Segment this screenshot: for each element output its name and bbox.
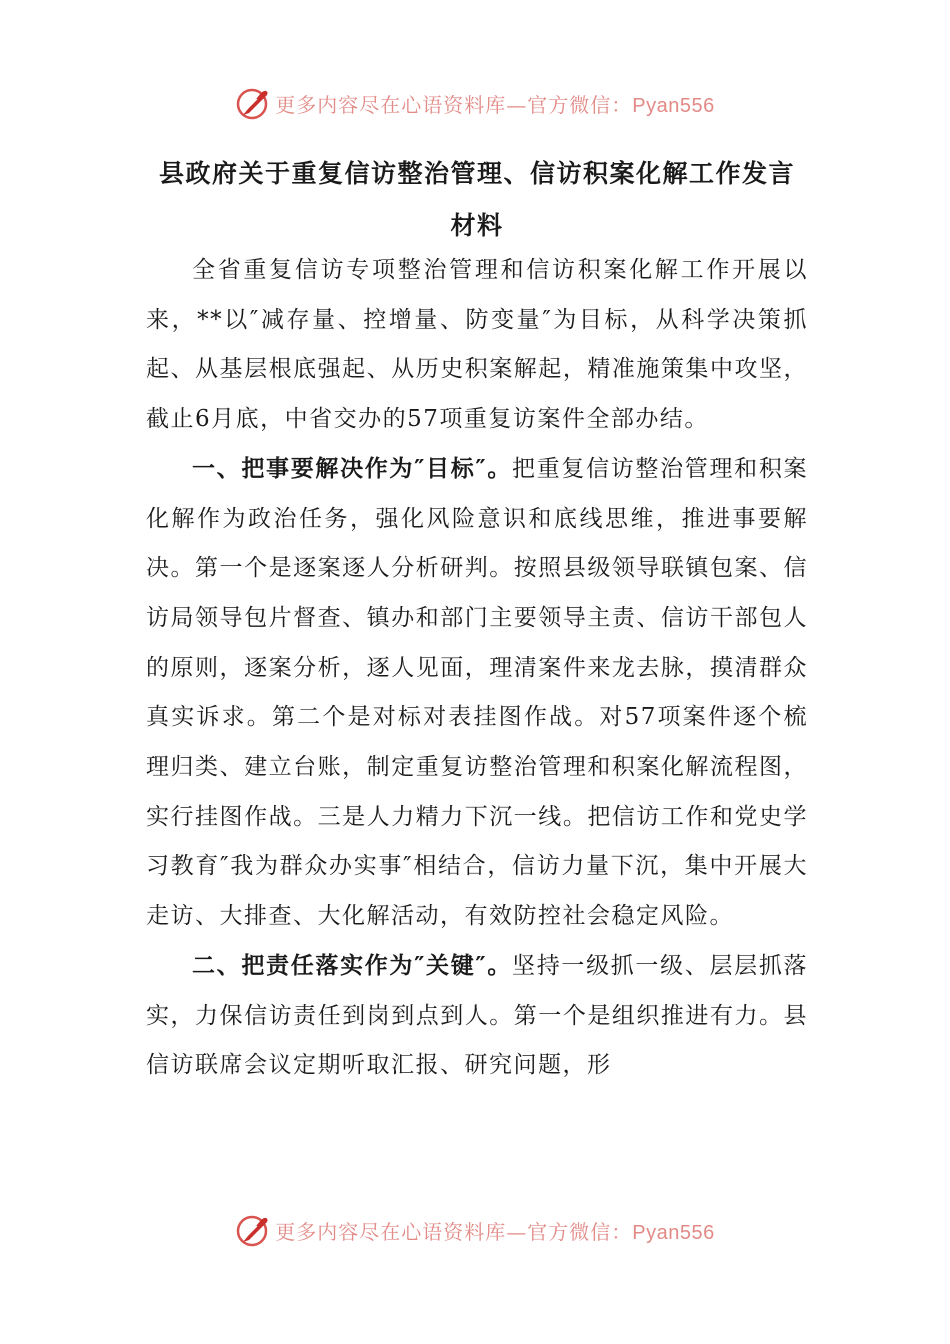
watermark-label: 更多内容尽在心语资料库—官方微信： xyxy=(275,92,633,117)
watermark-label: 更多内容尽在心语资料库—官方微信： xyxy=(275,1219,633,1244)
watermark-text xyxy=(275,89,714,118)
paragraph-section-1 xyxy=(146,445,808,942)
document-body xyxy=(146,246,808,1091)
watermark-text xyxy=(275,1216,714,1245)
paragraph-heading: 二、把责任落实作为″关键″。 xyxy=(192,952,513,979)
paragraph-text: 把重复信访整治管理和积案化解作为政治任务，强化风险意识和底线思维，推进事要解决。第一个是逐案逐人分析研判。按照县级领导联镇包案、信访局领导包片督查、镇办和部门主要领导主责、信访干部包人的原则，逐案分析，逐人见面，理清案件来龙去脉，摸清群众真实诉求。第二个是对标对表挂图作战。对57项案件逐个梳理归类、建立台账，制定重复访整治管理和积案化解流程图，实行挂图作战。三是人力精力下沉一线。把信访工作和党史学习教育″我为群众办实事″相结合，信访力量下沉，集中开展大走访、大排查、大化解活动，有效防控社会稳定风险。 xyxy=(146,455,808,930)
watermark-footer xyxy=(0,1210,950,1250)
watermark-header xyxy=(0,83,950,123)
paragraph-text: 坚持一级抓一级、层层抓落实，力保信访责任到岗到点到人。第一个是组织推进有力。县信访联席会议定期听取汇报、研究问题，形 xyxy=(146,952,808,1079)
paragraph-heading: 一、把事要解决作为″目标″。 xyxy=(192,455,513,482)
quill-logo-icon xyxy=(235,1212,271,1248)
paragraph-section-2 xyxy=(146,942,808,1091)
paragraph-intro xyxy=(146,246,808,445)
document-title: 县政府关于重复信访整治管理、信访积案化解工作发言材料 xyxy=(158,159,795,240)
watermark-wechat-id: Pyan556 xyxy=(632,1221,715,1244)
paragraph-text: 全省重复信访专项整治管理和信访积案化解工作开展以来，**以″减存量、控增量、防变量″为目标，从科学决策抓起、从基层根底强起、从历史积案解起，精准施策集中攻坚，截止6月底，中省交办的57项重复访案件全部办结。 xyxy=(146,257,808,433)
watermark-wechat-id: Pyan556 xyxy=(632,94,715,117)
quill-logo-icon xyxy=(235,85,271,121)
